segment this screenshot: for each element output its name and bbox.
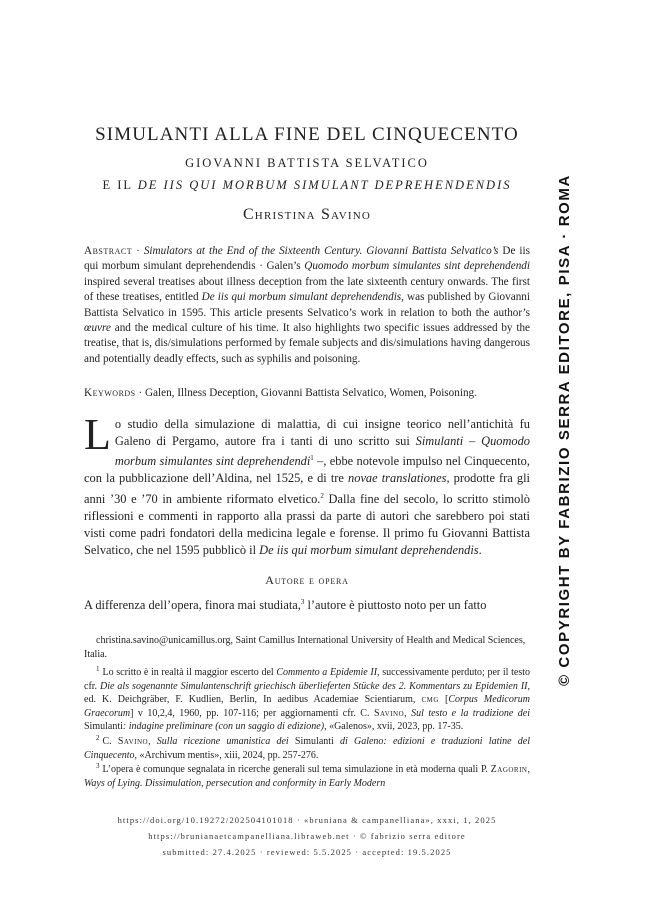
fn-text: , (527, 764, 530, 776)
footnote-2 (84, 735, 530, 762)
abstract-italic: De iis qui morbum simulant deprehendendis (201, 291, 402, 304)
fn-text: L’opera è comunque segnalata in ricerche generali sul tema simulazione in età moderna quali P. (102, 764, 491, 776)
abstract-label: Abstract (84, 245, 133, 257)
abstract-sep: · (132, 245, 144, 257)
abstract-english-title: Simulators at the End of the Sixteenth Century. Giovanni Battista Selvatico’s (143, 245, 499, 257)
section-heading: Autore e opera (265, 573, 349, 587)
fn-italic: : indagine preliminare (con un saggio di edizione) (122, 721, 325, 733)
drop-cap: L (84, 410, 111, 459)
abstract-text: inspired several treatises about illness deception from the late sixteenth century onwards. The first of these treatises, entitled (84, 275, 530, 304)
abstract (84, 244, 530, 367)
fn-text: Simulanti (84, 721, 123, 733)
fn-text: , «Galenos», xvii, 2023, pp. 17-35. (324, 721, 464, 733)
page-footer (84, 812, 530, 860)
fn-text: ] v 10,2,4, 1960, pp. 107-116; per aggiornamenti cfr. C. (130, 707, 374, 719)
body-italic: novae translationes (348, 471, 447, 486)
fn-italic: Commento a Epidemie II (276, 667, 378, 678)
body-text: o studio della simulazione di malattia, di cui insigne teorico nell’antichità fu Galeno di Pergamo, autore fra i tanti di uno scritto sui (114, 417, 530, 449)
footnote-ref[interactable]: 3 (300, 598, 305, 606)
fn-text: , successivamente perduto; per il testo cfr. (84, 667, 530, 692)
article-title: SIMULANTI ALLA FINE DEL CINQUECENTO (95, 124, 519, 145)
fn-text: , (404, 707, 412, 719)
subtitle-italic: DE IIS QUI MORBUM SIMULANT DEPREHENDENDIS (137, 178, 512, 192)
fn-smallcaps: Savino (117, 735, 149, 747)
body-text: A differenza dell’opera, finora mai studiata, (84, 598, 301, 613)
abstract-text: and the medical culture of his time. It also highlights two specific issues addressed by the treatise, that is, dis/simulations performed by female subjects and dis/simulations having dangerous and potentially deadly effects, such as syphilis and poisoning. (84, 322, 530, 365)
author-affiliation: christina.savino@unicamillus.org, Saint Camillus International University of Health and Medical Sciences, Italia. (84, 635, 526, 660)
fn-italic: di Galeno: edizioni e traduzioni latine del Cinquecento (84, 735, 530, 761)
fn-smallcaps: Zagorin (490, 764, 528, 776)
footnotes (84, 666, 530, 791)
abstract-text: De iis qui morbum simulant deprehendendis · Galen’s (84, 245, 530, 273)
intro-paragraph (84, 410, 530, 559)
fn-text: , ed. K. Deichgräber, F. Kudlien, Berlin, In aedibus Academiae Scientiarum, (84, 680, 530, 706)
fn-text: , (148, 735, 157, 747)
fn-text: C. (102, 735, 118, 747)
subtitle-prefix: E IL (102, 178, 138, 192)
author-name: Christina Savino (242, 206, 372, 223)
footnote-number: 3 (96, 761, 100, 770)
article-subtitle-1: GIOVANNI BATTISTA SELVATICO (185, 156, 429, 170)
section-paragraph (84, 594, 530, 614)
body-text: . (478, 542, 482, 557)
fn-italic: Sul testo e la tradizione dei (411, 707, 531, 719)
keywords (84, 386, 530, 401)
body-text: Dalla fine del secolo, lo scritto stimolò riflessioni e commenti in rapporto alla prassi da parte di autori che sarebbero poi stati visti come padri fondatori della medicina legale e forense. Il primo fu Giovanni Battista Selvatico, che nel 1595 pubblicò il (84, 491, 530, 557)
fn-smallcaps: cmg (421, 694, 439, 706)
article-subtitle-2 (84, 178, 530, 193)
body-text: l’autore è piuttosto noto per un fatto (304, 598, 487, 613)
body-text: , prodotte fra gli anni ’30 e ’70 in ambiente riformato elvetico. (84, 471, 530, 506)
body-italic: De iis qui morbum simulant deprehendendis (259, 542, 479, 557)
body-text: –, ebbe notevole impulso nel Cinquecento, con la pubblicazione dell’Aldina, nel 1525, e di tre (84, 454, 530, 486)
abstract-italic: œuvre (84, 322, 111, 335)
keywords-label: Keywords (84, 387, 136, 399)
footnote-ref[interactable]: 2 (320, 491, 324, 500)
keywords-text: · Galen, Illness Deception, Giovanni Battista Selvatico, Women, Poisoning. (135, 387, 477, 399)
side-copyright-notice: © COPYRIGHT BY FABRIZIO SERRA EDITORE, PISA · ROMA (556, 174, 573, 686)
fn-text: Lo scritto è in realtà il maggior escerto del (102, 667, 277, 678)
footnote-number: 2 (96, 733, 100, 742)
fn-smallcaps: Savino (373, 707, 405, 719)
fn-text: [ (438, 694, 449, 706)
dates-line: submitted: 27.4.2025 · reviewed: 5.5.2025 · accepted: 19.5.2025 (162, 847, 452, 857)
fn-italic: Corpus Medicorum Graecorum (84, 694, 530, 719)
footnote-number: 1 (96, 664, 100, 673)
fn-italic: Sulla ricezione umanistica dei (156, 735, 289, 747)
fn-text: Simulanti (288, 735, 341, 747)
website-line[interactable]: https://brunianaetcampanelliana.libraweb.net · © fabrizio serra editore (148, 831, 466, 841)
footnote-ref[interactable]: 1 (310, 454, 314, 463)
footnote-1 (84, 666, 530, 734)
abstract-italic: Quomodo morbum simulantes sint deprehendendi (304, 260, 530, 273)
doi-line[interactable]: https://doi.org/10.19272/202504101018 · «bruniana & campanelliana», xxxi, 1, 2025 (117, 815, 497, 825)
fn-text: , «Archivum mentis», xiii, 2024, pp. 257-276. (134, 749, 319, 761)
fn-italic: Ways of Lying. Dissimulation, persecution and conformity in Early Modern (84, 777, 386, 789)
body-italic: Simulanti – Quomodo morbum simulantes sint deprehendendi (114, 434, 530, 469)
footnote-3 (84, 763, 530, 790)
fn-italic: Die als sogenannte Simulantenschrift griechisch überlieferten Stücke des 2. Kommentars zu Epidemien II (100, 680, 528, 692)
abstract-text: , was published by Giovanni Battista Selvatico in 1595. This article presents Selvatico’s work in relation to both the author’s (84, 291, 530, 319)
